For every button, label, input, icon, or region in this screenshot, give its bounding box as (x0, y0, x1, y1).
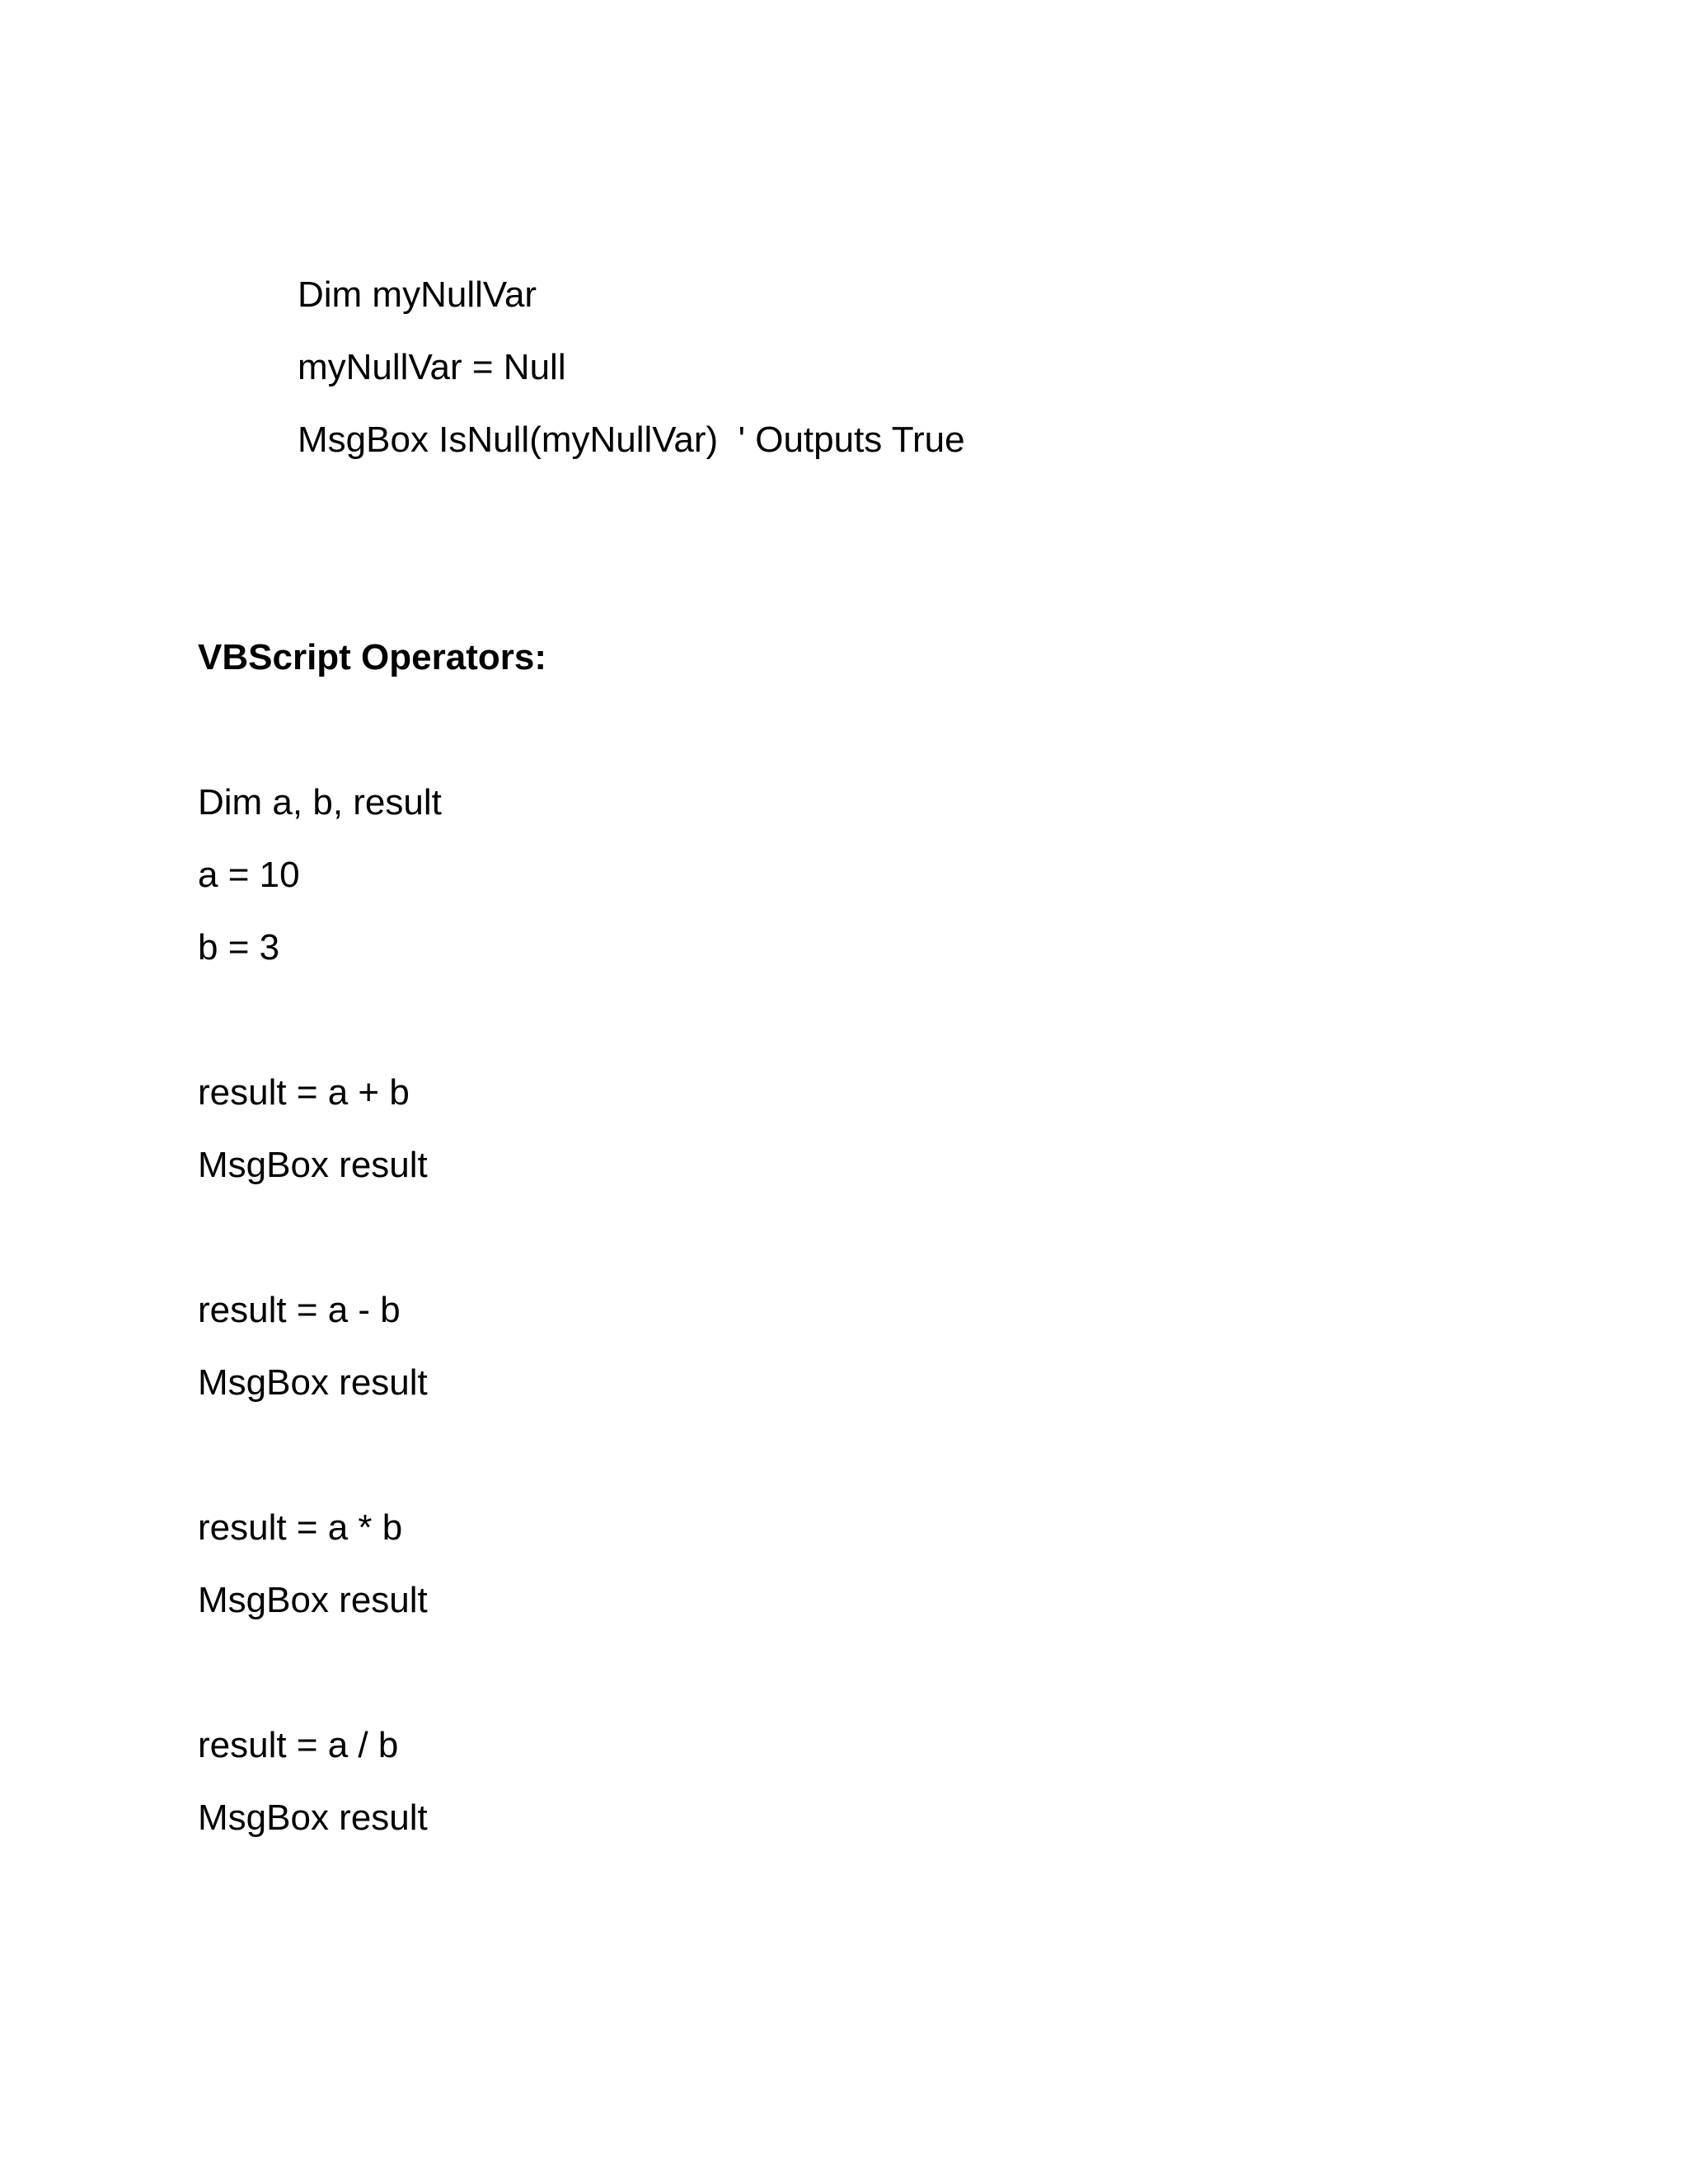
code-line: myNullVar = Null (298, 347, 566, 387)
section-heading: VBScript Operators: (198, 637, 546, 677)
code-line: MsgBox IsNull(myNullVar) ' Outputs True (298, 419, 965, 460)
code-line: a = 10 (198, 855, 300, 895)
code-line: MsgBox result (198, 1797, 428, 1838)
code-line: result = a / b (198, 1725, 399, 1765)
code-line: MsgBox result (198, 1145, 428, 1185)
code-line: result = a * b (198, 1507, 403, 1548)
code-line: result = a - b (198, 1290, 401, 1330)
code-line: result = a + b (198, 1072, 410, 1113)
code-line: Dim a, b, result (198, 782, 442, 823)
code-line: Dim myNullVar (298, 274, 537, 315)
code-line: b = 3 (198, 927, 280, 968)
code-line: MsgBox result (198, 1580, 428, 1620)
code-line: MsgBox result (198, 1362, 428, 1403)
